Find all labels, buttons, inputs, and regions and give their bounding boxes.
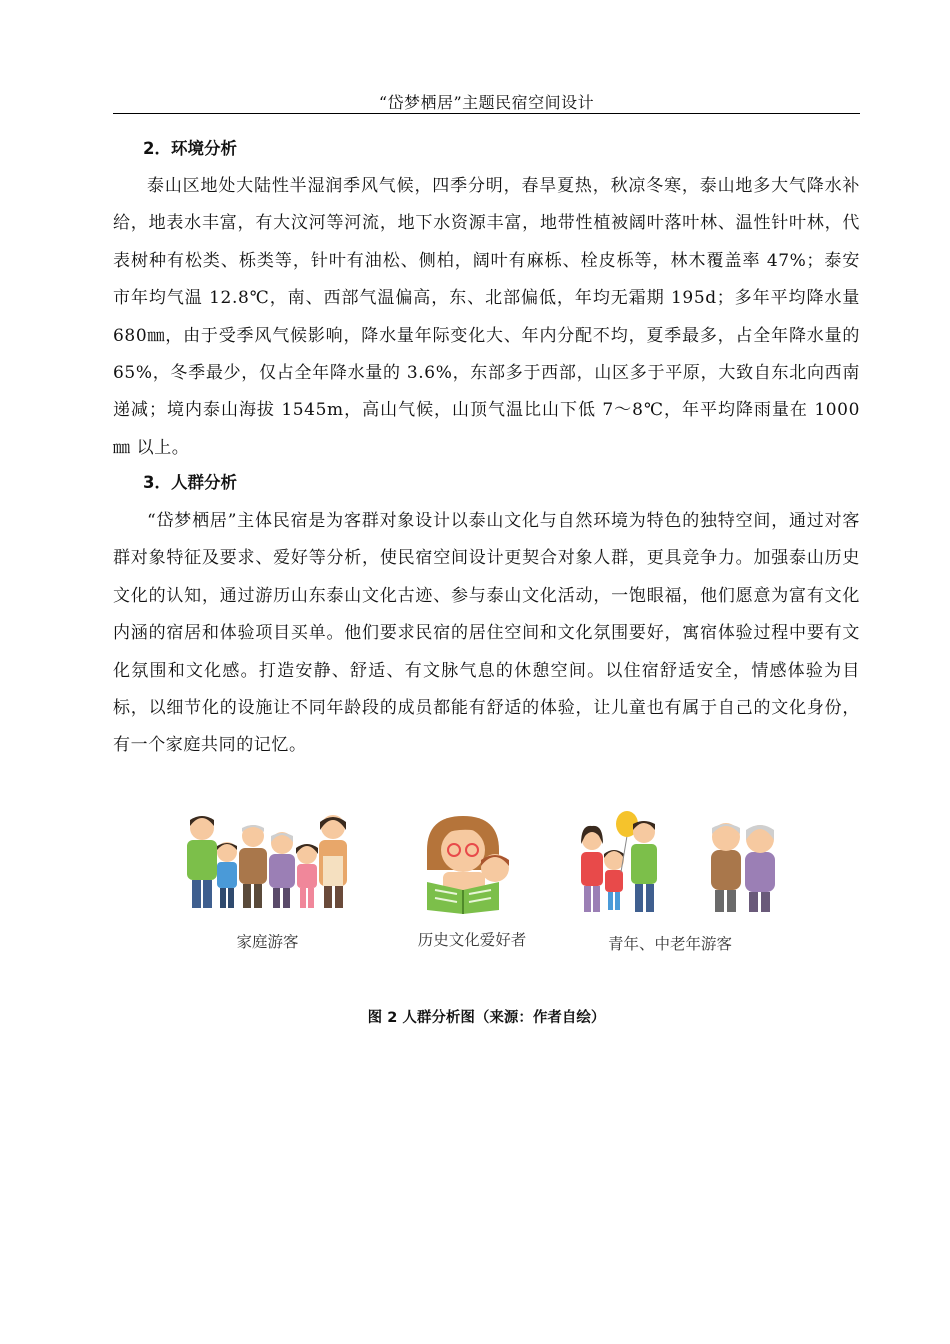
label-family-tourists: 家庭游客 xyxy=(236,933,299,951)
label-history-culture-lovers: 历史文化爱好者 xyxy=(417,931,527,949)
header-title: “岱梦栖居”主题民宿空间设计 xyxy=(378,93,595,112)
paragraph-environment: 泰山区地处大陆性半湿润季风气候，四季分明，春旱夏热，秋凉冬寒，泰山地多大气降水补给，地表水丰富，有大汶河等河流，地下水资源丰富，地带性植被阔叶落叶林、温性针叶林，代表树种有松类、栎类等，针叶有油松、侧柏，阔叶有麻栎、栓皮栎等，林木覆盖率 47%；泰安市年均气温 12.8℃，南、西部气温偏高，东、北部偏低，年均无霜期 195d；多年平均降水量 680㎜，由于受季风气候影响，降水量年际变化大、年内分配不均，夏季最多，占全年降水量的 65%，冬季最少，仅占全年降水量的 3.6%，东部多于西部，山区多于平原，大致自东北向西南递减；境内泰山海拔 1545m，高山气候，山顶气温比山下低 7～8℃，年平均降雨量在 1000㎜ 以上。 xyxy=(113,176,860,458)
figure-caption: 图 2 人群分析图（来源：作者自绘） xyxy=(367,1010,606,1026)
section-heading-environment: 2．环境分析 xyxy=(143,139,237,158)
young-and-elderly-icon xyxy=(575,810,795,920)
label-young-elderly-tourists: 青年、中老年游客 xyxy=(607,935,732,953)
reading-mother-child-icon xyxy=(407,810,557,915)
family-group-illustration xyxy=(185,810,350,960)
section-heading-crowd: 3．人群分析 xyxy=(143,473,237,492)
header-divider xyxy=(113,113,860,114)
paragraph-crowd: “岱梦栖居”主体民宿是为客群对象设计以泰山文化与自然环境为特色的独特空间，通过对客群对象特征及要求、爱好等分析，使民宿空间设计更契合对象人群，更具竞争力。加强泰山历史文化的认知，通过游历山东泰山文化古迹、参与泰山文化活动，一饱眼福，他们愿意为富有文化内涵的宿居和体验项目买单。他们要求民宿的居住空间和文化氛围要好，寓宿体验过程中要有文化氛围和文化感。打造安静、舒适、有文脉气息的休憩空间。以住宿舒适安全，情感体验为目标，以细节化的设施让不同年龄段的成员都能有舒适的体验，让儿童也有属于自己的文化身份，有一个家庭共同的记忆。 xyxy=(113,511,860,756)
family-icon xyxy=(185,810,350,915)
crowd-analysis-figure xyxy=(175,810,795,960)
culture-lover-illustration xyxy=(397,810,547,960)
young-elderly-illustration xyxy=(575,810,795,960)
